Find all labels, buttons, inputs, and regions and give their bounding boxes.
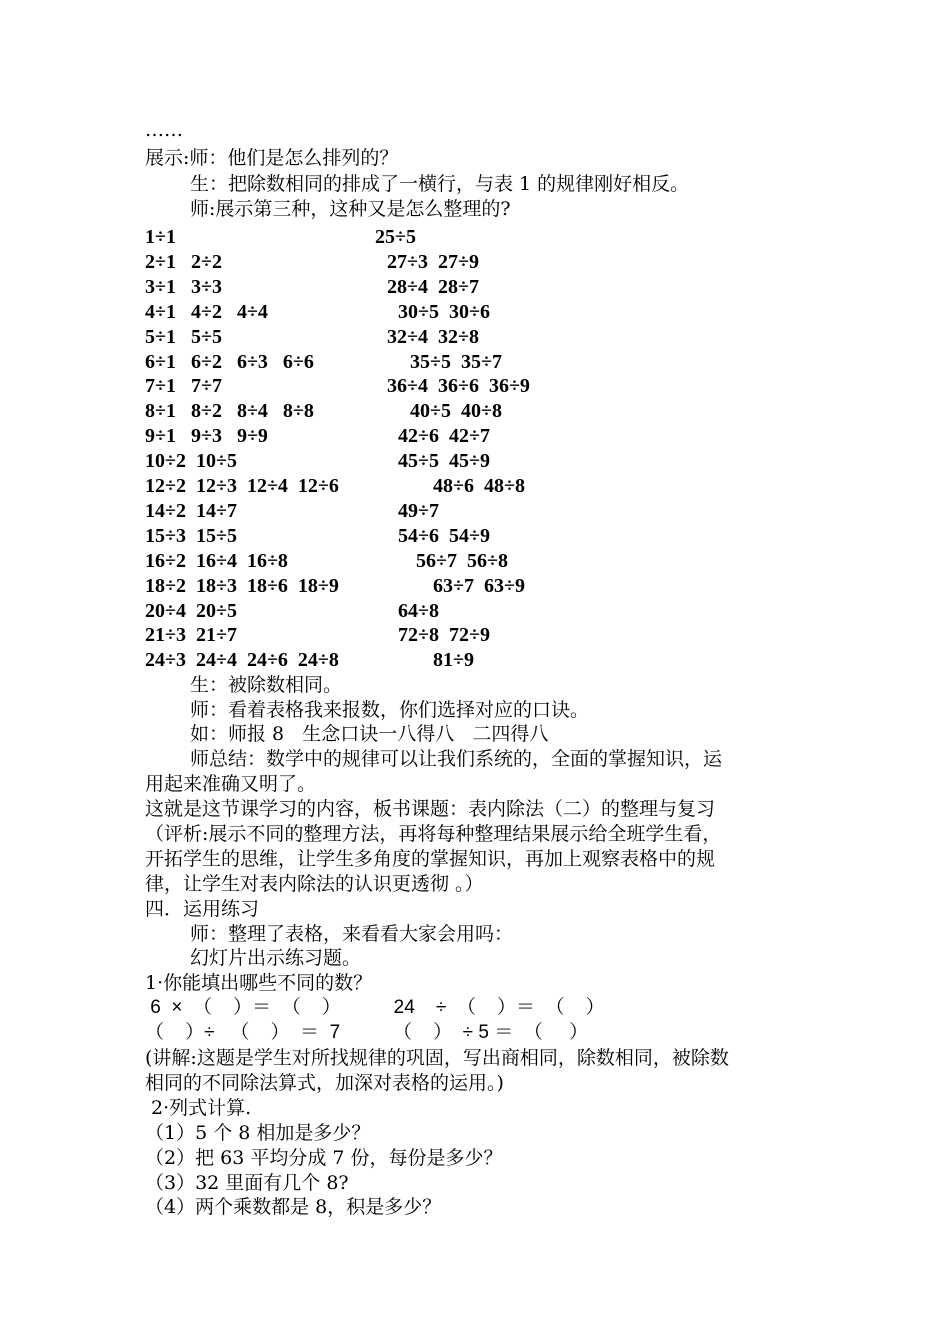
paragraph-student-dividend: 生：被除数相同。: [190, 674, 343, 696]
table-row-left: 12÷2 12÷3 12÷4 12÷6: [145, 475, 339, 497]
table-row-right: 54÷6 54÷9: [398, 524, 490, 547]
table-row-right: 36÷4 36÷6 36÷9: [387, 375, 530, 398]
paragraph-summary-2: 用起来准确又明了。: [145, 773, 317, 795]
table-row-right: 81÷9: [433, 649, 474, 672]
paragraph-teacher-question: 展示:师：他们是怎么排列的？: [145, 147, 399, 169]
paragraph-comment-1: （评析:展示不同的整理方法，再将每种整理结果展示给全班学生看，: [145, 823, 722, 845]
table-row-left: 8÷1 8÷2 8÷4 8÷8: [145, 400, 314, 423]
question-2: 2·列式计算.: [145, 1097, 252, 1119]
table-row-right: 48÷6 48÷8: [433, 475, 525, 497]
table-row-right: 25÷5: [375, 226, 416, 248]
table-row-right: 28÷4 28÷7: [387, 275, 479, 298]
table-row-left: 24÷3 24÷4 24÷6 24÷8: [145, 649, 339, 672]
paragraph-example: 如：师报 8 生念口诀一八得八 二四得八: [190, 723, 549, 745]
paragraph-comment-2: 开拓学生的思维，让学生多角度的掌握知识，再加上观察表格中的规: [145, 848, 716, 870]
paragraph-third-method: 师:展示第三种，这种又是怎么整理的?: [190, 198, 511, 220]
paragraph-student-answer: 生：把除数相同的排成了一横行，与表 1 的规律刚好相反。: [190, 173, 690, 195]
table-row-left: 2÷1 2÷2: [145, 250, 222, 273]
question-2-item-2: （2）把 63 平均分成 7 份，每份是多少？: [145, 1147, 503, 1169]
table-row-right: 56÷7 56÷8: [416, 549, 508, 572]
table-row-left: 15÷3 15÷5: [145, 524, 237, 547]
table-row-left: 21÷3 21÷7: [145, 624, 237, 647]
table-row-right: 40÷5 40÷8: [410, 400, 502, 423]
table-row-left: 16÷2 16÷4 16÷8: [145, 549, 288, 572]
table-row-left: 3÷1 3÷3: [145, 275, 222, 298]
table-row-left: 20÷4 20÷5: [145, 599, 237, 622]
paragraph-explanation-1: (讲解:这题是学生对所找规律的巩固，写出商相同，除数相同，被除数: [145, 1047, 729, 1069]
equation-row-2: （ ）÷ （ ） ＝ 7 （ ） ÷ 5 ＝ （ ）: [145, 1022, 589, 1043]
table-row-right: 42÷6 42÷7: [398, 425, 490, 448]
table-row-right: 27÷3 27÷9: [387, 250, 479, 273]
paragraph-teacher-report: 师：看着表格我来报数，你们选择对应的口诀。: [190, 699, 590, 721]
table-row-right: 49÷7: [398, 499, 439, 522]
table-row-left: 14÷2 14÷7: [145, 499, 237, 522]
paragraph-comment-3: 律，让学生对表内除法的认识更透彻 。）: [145, 873, 484, 895]
table-row-left: 4÷1 4÷2 4÷4: [145, 300, 268, 323]
table-row-right: 32÷4 32÷8: [387, 325, 479, 348]
table-row-right: 63÷7 63÷9: [433, 574, 525, 597]
table-row-left: 7÷1 7÷7: [145, 375, 222, 398]
question-1: 1·你能填出哪些不同的数？: [145, 972, 373, 994]
paragraph-explanation-2: 相同的不同除法算式，加深对表格的运用。): [145, 1072, 504, 1094]
table-row-left: 10÷2 10÷5: [145, 450, 237, 473]
question-2-item-3: （3）32 里面有几个 8?: [145, 1172, 349, 1194]
table-row-left: 18÷2 18÷3 18÷6 18÷9: [145, 574, 339, 597]
paragraph-teacher-use: 师：整理了表格，来看看大家会用吗：: [190, 923, 514, 945]
table-row-right: 45÷5 45÷9: [398, 450, 490, 473]
table-row-left: 9÷1 9÷3 9÷9: [145, 425, 268, 448]
section-heading-practice: 四．运用练习: [145, 898, 260, 920]
table-row-left: 1÷1: [145, 226, 176, 248]
paragraph-slides: 幻灯片出示练习题。: [190, 947, 362, 969]
table-row-left: 6÷1 6÷2 6÷3 6÷6: [145, 350, 314, 373]
table-row-right: 64÷8: [398, 599, 439, 622]
table-row-right: 30÷5 30÷6: [398, 300, 490, 323]
question-2-item-1: （1）5 个 8 相加是多少？: [145, 1122, 371, 1144]
question-2-item-4: （4）两个乘数都是 8，积是多少？: [145, 1196, 442, 1218]
ellipsis: ……: [145, 119, 183, 141]
paragraph-summary-1: 师总结：数学中的规律可以让我们系统的，全面的掌握知识，运: [190, 748, 723, 770]
table-row-right: 72÷8 72÷9: [398, 624, 490, 647]
table-row-right: 35÷5 35÷7: [410, 350, 502, 373]
paragraph-lesson-topic: 这就是这节课学习的内容，板书课题：表内除法（二）的整理与复习: [145, 798, 716, 820]
table-row-left: 5÷1 5÷5: [145, 325, 222, 348]
equation-row-1: 6 × （ ）＝ （ ） 24 ÷ （ ）＝ （ ）: [145, 997, 605, 1018]
